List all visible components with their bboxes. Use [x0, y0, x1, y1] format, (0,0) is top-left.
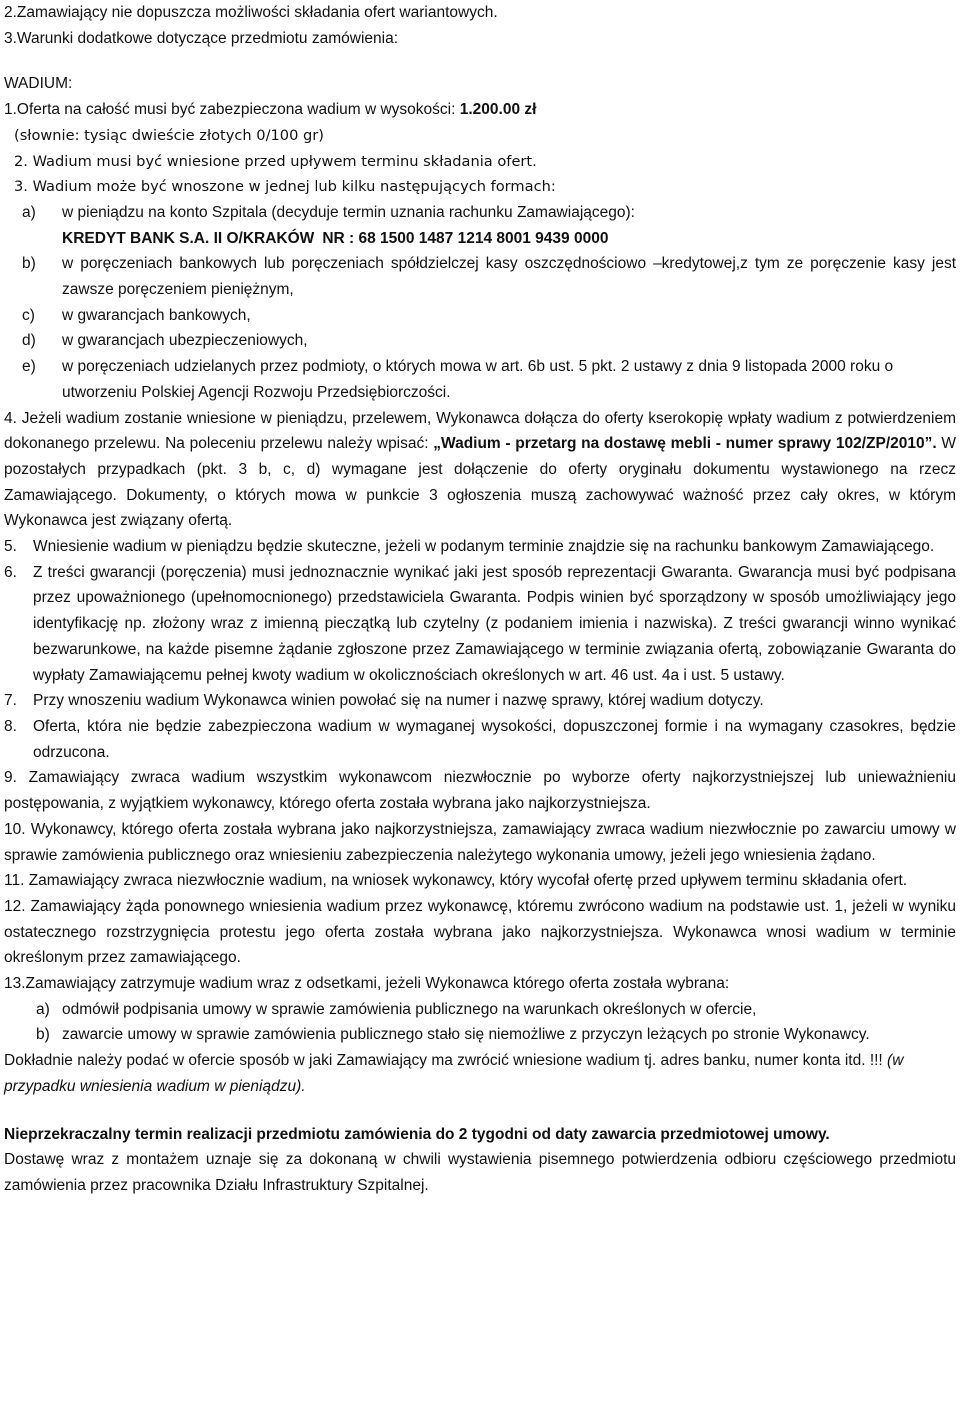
- list-item: a) odmówił podpisania umowy w sprawie zamówienia publicznego na warunkach określonych w ofercie,: [36, 1000, 757, 1018]
- wadium-item-11: 11. Zamawiający zwraca niezwłocznie wadium, na wniosek wykonawcy, który wycofał ofertę przed upływem terminu składania ofert.: [4, 872, 908, 890]
- wadium-item-9: 9. Zamawiający zwraca wadium wszystkim wykonawcom niezwłocznie po wyborze oferty najkorzystniejszej lub unieważnieniu postępowania, z wyjątkiem wykonawcy, którego oferta została wybrana jako najkorzystniejsza.: [4, 769, 956, 813]
- wadium-item-4: 4. Jeżeli wadium zostanie wniesione w pieniądzu, przelewem, Wykonawca dołącza do oferty kserokopię wpłaty wadium z potwierdzeniem dokonanego przelewu. Na poleceniu przelewu należy wpisać: „Wadium - przetarg na dostawę mebli - numer sprawy 102/ZP/2010”. W pozostałych przypadkach (pkt. 3 b, c, d) wymagane jest dołączenie do oferty oryginału dokumentu wystawionego na rzecz Zamawiającego. Dokumenty, o których mowa w punkcie 3 ogłoszenia muszą zachowywać ważność przez cały okres, w którym Wykonawca jest związany ofertą.: [4, 409, 957, 530]
- wadium-item-3: 3. Wadium może być wnoszone w jednej lub kilku następujących formach:: [14, 178, 556, 196]
- wadium-item-1: 1.Oferta na całość musi być zabezpieczona wadium w wysokości: 1.200.00 zł: [4, 101, 537, 119]
- wadium-item-5: 5. Wniesienie wadium w pieniądzu będzie skuteczne, jeżeli w podanym terminie znajdzie się na rachunku bankowym Zamawiającego.: [4, 538, 935, 556]
- wadium-forms-list: [4, 200, 956, 406]
- additional-conditions-line: 3.Warunki dodatkowe dotyczące przedmiotu zamówienia:: [4, 29, 399, 47]
- wadium-heading: WADIUM:: [4, 75, 73, 93]
- wadium-item-13: 13.Zamawiający zatrzymuje wadium wraz z odsetkami, jeżeli Wykonawca którego oferta została wybrana:: [4, 975, 730, 993]
- list-item: a) w pieniądzu na konto Szpitala (decyduje termin uznania rachunku Zamawiającego):: [22, 203, 635, 221]
- wadium-item-7: 7. Przy wnoszeniu wadium Wykonawca winien powołać się na numer i nazwę sprawy, której wadium dotyczy.: [4, 692, 764, 710]
- list-item: b) zawarcie umowy w sprawie zamówienia publicznego stało się niemożliwe z przyczyn leżących po stronie Wykonawcy.: [36, 1026, 870, 1044]
- list-item: c) w gwarancjach bankowych,: [22, 306, 251, 324]
- bank-account-number: NR : 68 1500 1487 1214 8001 9439 0000: [322, 229, 609, 247]
- wadium-retention-list: [4, 997, 956, 1048]
- list-item: e) w poręczeniach udzielanych przez podmioty, o których mowa w art. 6b ust. 5 pkt. 2 ustawy z dnia 9 listopada 2000 roku o utworzeniu Polskiej Agencji Rozwoju Przedsiębiorczości.: [22, 358, 894, 401]
- deadline-heading: Nieprzekraczalny termin realizacji przedmiotu zamówienia do 2 tygodni od daty zawarcia przedmiotowej umowy.: [4, 1125, 830, 1143]
- list-item: d) w gwarancjach ubezpieczeniowych,: [22, 332, 308, 350]
- no-variant-offers-line: 2.Zamawiający nie dopuszcza możliwości składania ofert wariantowych.: [4, 4, 498, 21]
- transfer-title: „Wadium - przetarg na dostawę mebli - numer sprawy 102/ZP/2010”.: [433, 435, 937, 453]
- wadium-item-8: 8. Oferta, która nie będzie zabezpieczona wadium w wymaganej wysokości, dopuszczonej formie i na wymagany czasokres, będzie odrzucona.: [4, 717, 956, 761]
- wadium-item-12: 12. Zamawiający żąda ponownego wniesienia wadium przez wykonawcę, któremu zwrócono wadium na podstawie ust. 1, jeżeli w wyniku ostatecznego rozstrzygnięcia protestu jego oferta została wybrana jako najkorzystniejsza. Wykonawca wnosi wadium w terminie określonym przez zamawiającego.: [4, 897, 956, 967]
- wadium-return-note: Dokładnie należy podać w ofercie sposób w jaki Zamawiający ma zwrócić wniesione wadium tj. adres banku, numer konta itd. !!! (w przypadku wniesienia wadium w pieniądzu).: [4, 1052, 904, 1095]
- delivery-acceptance-text: Dostawę wraz z montażem uznaje się za dokonaną w chwili wystawienia pisemnego potwierdzenia odbioru częściowego przedmiotu zamówienia przez pracownika Działu Infrastruktury Szpitalnej.: [4, 1151, 956, 1194]
- wadium-item-10: 10. Wykonawcy, którego oferta została wybrana jako najkorzystniejsza, zamawiający zwraca wadium niezwłocznie po zawarciu umowy w sprawie zamówienia publicznego oraz wniesieniu zabezpieczenia należytego wykonania umowy, jeżeli jego wniesienia żądano.: [4, 820, 956, 864]
- wadium-amount: 1.200.00 zł: [459, 101, 537, 119]
- bank-account-line: [4, 226, 956, 252]
- wadium-amount-words: (słownie: tysiąc dwieście złotych 0/100 gr): [14, 126, 324, 144]
- bank-name: KREDYT BANK S.A. II O/KRAKÓW: [62, 229, 315, 247]
- wadium-item-6: 6. Z treści gwarancji (poręczenia) musi jednoznacznie wynikać jaki jest sposób reprezentacji Gwaranta. Gwarancja musi być podpisana przez upoważnionego (upełnomocnionego) przedstawiciela Gwaranta. Podpis winien być sporządzony w sposób umożliwiający jego identyfikację np. złożony wraz z imienną pieczątką lub czytelny (z podaniem imienia i nazwiska). Z treści gwarancji winno wynikać bezwarunkowe, na każde pisemne żądanie zgłoszone przez Zamawiającego w terminie związania ofertą, zobowiązanie Gwaranta do wypłaty Zamawiającemu pełnej kwoty wadium w okolicznościach określonych w art. 46 ust. 4a i ust. 5 ustawy.: [4, 563, 956, 684]
- wadium-item-2: 2. Wadium musi być wniesione przed upływem terminu składania ofert.: [14, 152, 537, 170]
- list-item: b) w poręczeniach bankowych lub poręczeniach spółdzielczej kasy oszczędnościowo –kredytowej,z tym ze poręczenie kasy jest zawsze poręczeniem pieniężnym,: [22, 255, 956, 299]
